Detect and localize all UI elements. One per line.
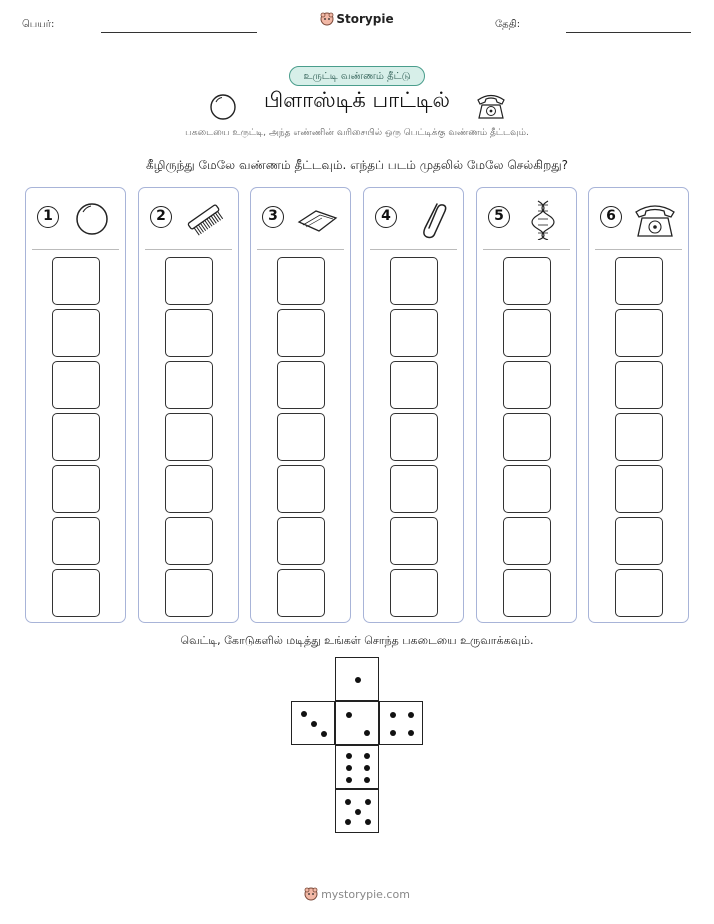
telephone-icon xyxy=(632,198,678,240)
storypie-mascot-icon xyxy=(304,887,318,901)
color-box[interactable] xyxy=(503,361,551,409)
column-2 xyxy=(138,187,239,623)
column-divider xyxy=(257,249,344,250)
activity-tag: உருட்டி வண்ணம் தீட்டு xyxy=(289,66,425,86)
die-pip xyxy=(355,677,361,683)
color-box[interactable] xyxy=(165,569,213,617)
column-number: 2 xyxy=(150,206,172,228)
footer xyxy=(0,887,714,901)
column-divider xyxy=(32,249,119,250)
die-pip xyxy=(346,765,352,771)
cut-instruction: வெட்டி, கோடுகளில் மடித்து உங்கள் சொந்த பகடையை உருவாக்கவும். xyxy=(180,634,534,647)
die-face-5 xyxy=(335,789,379,833)
column-1 xyxy=(25,187,126,623)
die-pip xyxy=(346,777,352,783)
die-face-4 xyxy=(379,701,423,745)
column-divider xyxy=(483,249,570,250)
die-pip xyxy=(390,712,396,718)
color-box[interactable] xyxy=(165,309,213,357)
color-box[interactable] xyxy=(52,309,100,357)
color-box[interactable] xyxy=(52,569,100,617)
color-box[interactable] xyxy=(615,361,663,409)
color-box[interactable] xyxy=(390,361,438,409)
brand-name: Storypie xyxy=(336,12,394,26)
color-box[interactable] xyxy=(615,465,663,513)
die-face-3 xyxy=(291,701,335,745)
color-box[interactable] xyxy=(390,517,438,565)
telephone-icon xyxy=(474,90,508,122)
color-box[interactable] xyxy=(277,309,325,357)
column-number: 1 xyxy=(37,206,59,228)
storypie-mascot-icon xyxy=(320,12,334,26)
color-box[interactable] xyxy=(165,465,213,513)
brand-logo xyxy=(0,12,714,26)
color-box[interactable] xyxy=(165,517,213,565)
color-box[interactable] xyxy=(503,517,551,565)
die-pip xyxy=(365,819,371,825)
color-box[interactable] xyxy=(390,569,438,617)
column-divider xyxy=(595,249,682,250)
color-box[interactable] xyxy=(277,361,325,409)
die-pip xyxy=(408,730,414,736)
color-box[interactable] xyxy=(165,257,213,305)
die-pip xyxy=(345,799,351,805)
die-pip xyxy=(390,730,396,736)
die-pip xyxy=(346,753,352,759)
comb-icon xyxy=(182,198,228,240)
column-5 xyxy=(476,187,577,623)
color-box[interactable] xyxy=(390,465,438,513)
color-box[interactable] xyxy=(277,413,325,461)
color-box[interactable] xyxy=(277,517,325,565)
die-pip xyxy=(408,712,414,718)
name-line[interactable] xyxy=(101,32,257,33)
paperclip-icon xyxy=(407,198,453,240)
die-pip xyxy=(355,809,361,815)
color-box[interactable] xyxy=(615,413,663,461)
column-4 xyxy=(363,187,464,623)
question: கீழிருந்து மேலே வண்ணம் தீட்டவும். எந்தப் படம் முதலில் மேலே செல்கிறது? xyxy=(145,158,569,172)
dna-icon xyxy=(520,198,566,240)
color-box[interactable] xyxy=(390,309,438,357)
column-number: 5 xyxy=(488,206,510,228)
color-box[interactable] xyxy=(503,257,551,305)
color-box[interactable] xyxy=(615,309,663,357)
date-label: தேதி: xyxy=(495,19,521,30)
column-3 xyxy=(250,187,351,623)
die-pip xyxy=(364,765,370,771)
die-face-2 xyxy=(335,701,379,745)
die-pip xyxy=(364,777,370,783)
color-box[interactable] xyxy=(52,517,100,565)
die-pip xyxy=(321,731,327,737)
color-box[interactable] xyxy=(52,413,100,461)
column-number: 4 xyxy=(375,206,397,228)
die-pip xyxy=(364,753,370,759)
color-box[interactable] xyxy=(503,569,551,617)
color-box[interactable] xyxy=(503,309,551,357)
color-box[interactable] xyxy=(615,569,663,617)
color-box[interactable] xyxy=(277,465,325,513)
die-pip xyxy=(301,711,307,717)
color-box[interactable] xyxy=(277,257,325,305)
color-box[interactable] xyxy=(277,569,325,617)
column-6 xyxy=(588,187,689,623)
color-box[interactable] xyxy=(52,257,100,305)
color-box[interactable] xyxy=(390,257,438,305)
column-number: 3 xyxy=(262,206,284,228)
die-pip xyxy=(346,712,352,718)
footer-url: mystorypie.com xyxy=(321,888,410,901)
column-divider xyxy=(145,249,232,250)
color-box[interactable] xyxy=(165,361,213,409)
date-line[interactable] xyxy=(566,32,691,33)
name-label: பெயர்: xyxy=(22,19,55,30)
die-face-6 xyxy=(335,745,379,789)
color-box[interactable] xyxy=(165,413,213,461)
color-box[interactable] xyxy=(615,257,663,305)
instructions: பகடையை உருட்டி, அந்த எண்ணின் வரிசையில் ஒரு பெட்டிக்கு வண்ணம் தீட்டவும். xyxy=(185,128,529,138)
die-pip xyxy=(364,730,370,736)
color-box[interactable] xyxy=(52,361,100,409)
column-number: 6 xyxy=(600,206,622,228)
color-box[interactable] xyxy=(52,465,100,513)
die-pip xyxy=(365,799,371,805)
column-divider xyxy=(370,249,457,250)
die-face-1 xyxy=(335,657,379,701)
napkin-icon xyxy=(294,198,340,240)
color-box[interactable] xyxy=(390,413,438,461)
die-pip xyxy=(345,819,351,825)
die-pip xyxy=(311,721,317,727)
page-title: பிளாஸ்டிக் பாட்டில் xyxy=(264,88,450,112)
bubble-icon xyxy=(69,198,115,240)
color-box[interactable] xyxy=(615,517,663,565)
color-box[interactable] xyxy=(503,465,551,513)
color-box[interactable] xyxy=(503,413,551,461)
